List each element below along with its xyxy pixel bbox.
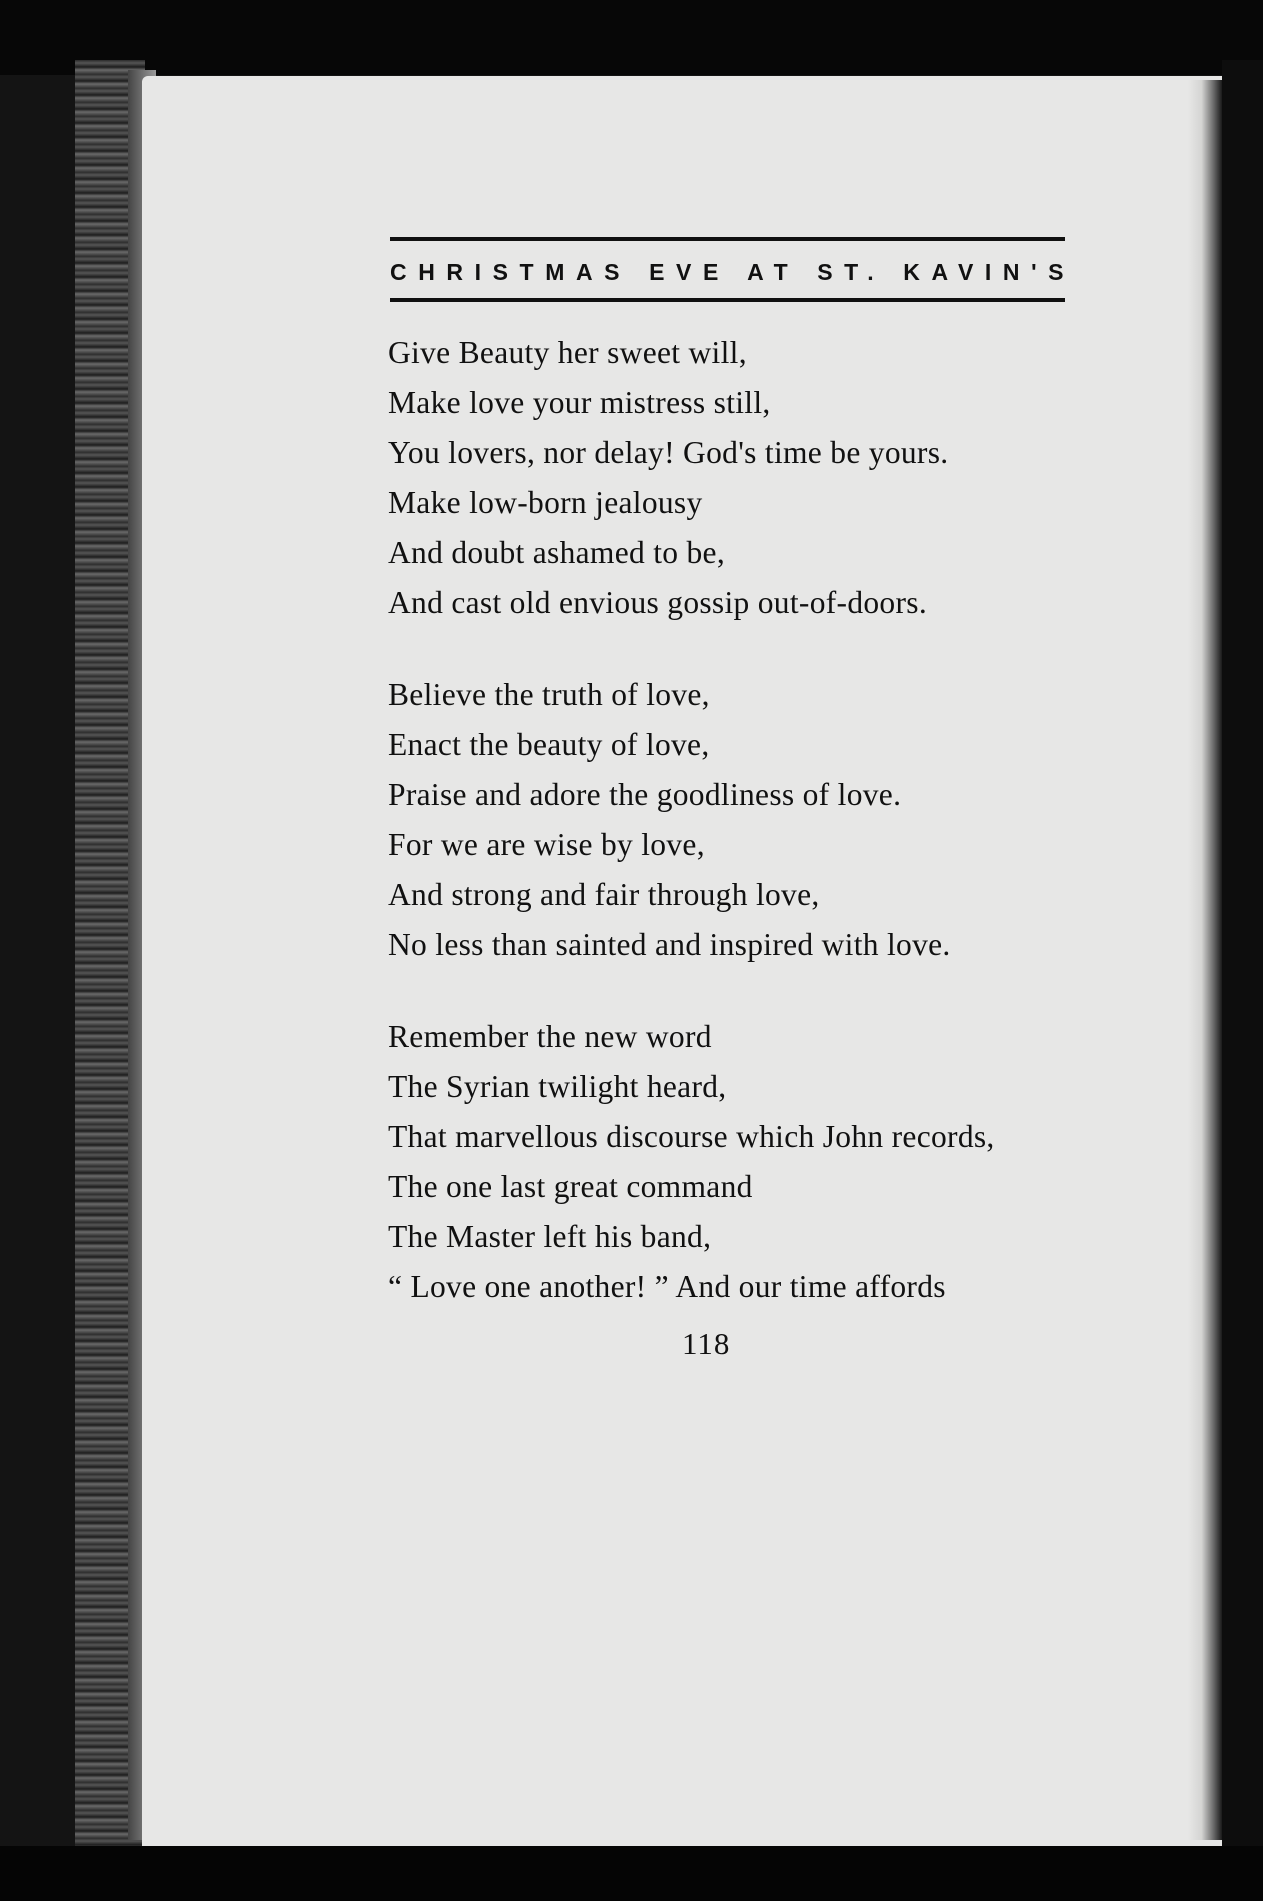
header-rule-top (390, 237, 1065, 241)
poem-line: The Master left his band, (388, 1219, 712, 1254)
stanza-2 (388, 670, 1088, 970)
poem-line: And cast old envious gossip out-of-doors. (388, 585, 928, 620)
poem-line: For we are wise by love, (388, 827, 705, 862)
stanza-1 (388, 328, 1088, 628)
header-rule-bottom (390, 298, 1065, 302)
scan-bottom-border (0, 1846, 1263, 1901)
poem-line: “ Love one another! ” And our time affords (388, 1269, 946, 1304)
poem-line: And strong and fair through love, (388, 877, 820, 912)
poem-line: That marvellous discourse which John records, (388, 1119, 995, 1154)
page-number: 118 (682, 1326, 731, 1361)
stanza-break (388, 628, 1088, 670)
poem-line: Give Beauty her sweet will, (388, 335, 747, 370)
poem-line: You lovers, nor delay! God's time be yours. (388, 435, 949, 470)
scan-top-border (0, 0, 1263, 75)
scan-right-border (1222, 60, 1263, 1901)
poem-line: No less than sainted and inspired with love. (388, 927, 951, 962)
poem-line: Make low-born jealousy (388, 485, 703, 520)
poem-line: Believe the truth of love, (388, 677, 710, 712)
poem-line: Make love your mistress still, (388, 385, 771, 420)
poem-line: The one last great command (388, 1169, 753, 1204)
page-fold-shadow (1188, 80, 1222, 1840)
poem-line: Praise and adore the goodliness of love. (388, 777, 902, 812)
running-head: CHRISTMAS EVE AT ST. KAVIN'S (390, 259, 1076, 285)
poem-line: The Syrian twilight heard, (388, 1069, 727, 1104)
poem-text (388, 328, 1088, 1312)
poem-line: And doubt ashamed to be, (388, 535, 726, 570)
poem-line: Remember the new word (388, 1019, 712, 1054)
stanza-3 (388, 1012, 1088, 1312)
stanza-break (388, 970, 1088, 1012)
poem-line: Enact the beauty of love, (388, 727, 710, 762)
